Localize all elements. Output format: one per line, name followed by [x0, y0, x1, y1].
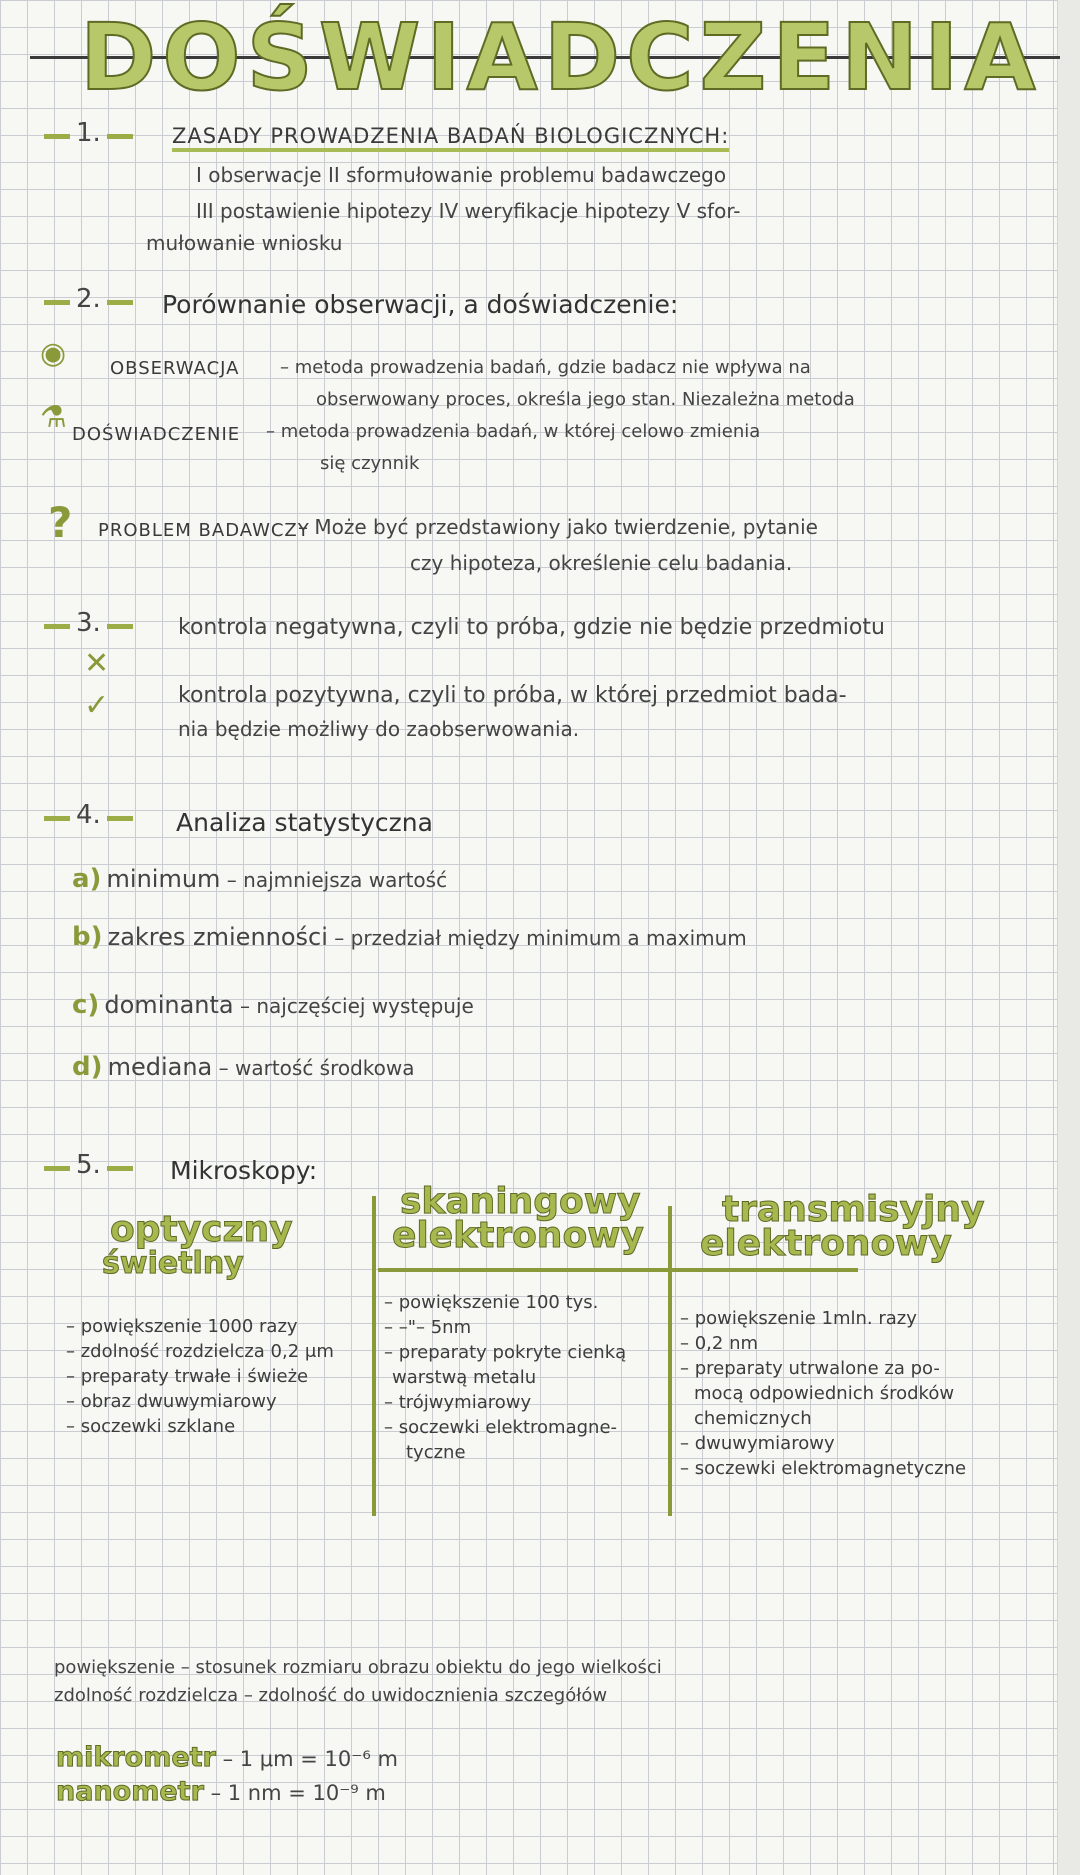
- stat-item-d: [72, 1052, 415, 1084]
- list-item: – preparaty utrwalone za po-: [680, 1358, 940, 1379]
- positive-control-2: nia będzie możliwy do zaobserwowania.: [178, 717, 580, 741]
- list-item: – dwuwymiarowy: [680, 1433, 835, 1454]
- list-item: – soczewki elektromagnetyczne: [680, 1458, 967, 1479]
- optical-title-1: optyczny: [110, 1209, 293, 1250]
- list-item: – zdolność rozdzielcza 0,2 μm: [66, 1341, 334, 1362]
- experiment-text-1: – metoda prowadzenia badań, w której celowo zmienia: [266, 421, 761, 442]
- bullet-dash: [44, 134, 70, 139]
- eye-icon: ◉: [40, 336, 67, 371]
- page-title: DOŚWIADCZENIA: [80, 4, 1042, 111]
- section-1-line-1: I obserwacje II sformułowanie problemu badawczego: [196, 163, 727, 187]
- header-underline: [378, 1268, 858, 1272]
- section-5-number: 5.: [38, 1150, 139, 1180]
- negative-control: kontrola negatywna, czyli to próba, gdzie nie będzie przedmiotu: [178, 615, 885, 640]
- nanometer-term: nanometr: [56, 1776, 204, 1807]
- stat-item-c: [72, 990, 474, 1022]
- positive-control-1: kontrola pozytywna, czyli to próba, w której przedmiot bada-: [178, 683, 847, 708]
- bullet-dash: [44, 1166, 70, 1171]
- bullet-dash: [107, 1166, 133, 1171]
- stat-definition: – najczęściej występuje: [233, 994, 474, 1018]
- section-1-number: 1.: [38, 118, 139, 148]
- list-item: – obraz dwuwymiarowy: [66, 1391, 277, 1412]
- research-problem-label: PROBLEM BADAWCZY: [98, 520, 310, 541]
- list-item: – powiększenie 100 tys.: [384, 1292, 599, 1313]
- observation-text-1: – metoda prowadzenia badań, gdzie badacz nie wpływa na: [280, 357, 811, 378]
- list-item: mocą odpowiednich środków: [694, 1383, 955, 1404]
- stat-term: dominanta: [104, 991, 234, 1019]
- experiment-label: DOŚWIADCZENIE: [72, 424, 241, 445]
- stat-definition: – wartość środkowa: [212, 1056, 415, 1080]
- list-item: – powiększenie 1mln. razy: [680, 1308, 917, 1329]
- transmission-column: [680, 1306, 1040, 1481]
- section-3-number: 3.: [38, 608, 139, 638]
- optical-title-2: świetlny: [102, 1246, 244, 1281]
- list-item: – trójwymiarowy: [384, 1392, 532, 1413]
- section-2-heading: Porównanie obserwacji, a doświadczenie:: [162, 290, 679, 319]
- stat-term: mediana: [107, 1053, 213, 1081]
- transmission-title-1: transmisyjny: [722, 1189, 985, 1230]
- bullet-dash: [107, 300, 133, 305]
- list-item: – soczewki szklane: [66, 1416, 236, 1437]
- bullet-dash: [107, 134, 133, 139]
- list-item: – 0,2 nm: [680, 1333, 759, 1354]
- list-letter: b): [72, 922, 103, 952]
- list-item: – –"– 5nm: [384, 1317, 472, 1338]
- stat-definition: – najmniejsza wartość: [220, 868, 448, 892]
- page-edge: [1057, 0, 1080, 1875]
- observation-text-2: obserwowany proces, określa jego stan. Niezależna metoda: [316, 389, 855, 410]
- stat-item-b: [72, 922, 747, 954]
- magnification-definition: powiększenie – stosunek rozmiaru obrazu obiektu do jego wielkości: [54, 1657, 662, 1678]
- observation-label: OBSERWACJA: [110, 358, 240, 379]
- section-4-number: 4.: [38, 800, 139, 830]
- list-item: warstwą metalu: [392, 1367, 537, 1388]
- research-problem-text-1: – Może być przedstawiony jako twierdzenie, pytanie: [298, 515, 818, 539]
- cross-icon: ✕: [84, 646, 110, 681]
- bullet-dash: [107, 816, 133, 821]
- section-4-heading: Analiza statystyczna: [176, 808, 433, 837]
- experiment-text-2: się czynnik: [320, 453, 420, 474]
- list-letter: c): [72, 990, 100, 1020]
- section-1-line-2: III postawienie hipotezy IV weryfikacje hipotezy V sfor-: [196, 199, 741, 223]
- research-problem-text-2: czy hipoteza, określenie celu badania.: [410, 551, 793, 575]
- section-1-heading: ZASADY PROWADZENIA BADAŃ BIOLOGICZNYCH:: [172, 124, 729, 152]
- list-letter: a): [72, 864, 102, 894]
- stat-term: zakres zmienności: [107, 923, 328, 951]
- scanning-title-1: skaningowy: [400, 1181, 641, 1222]
- micrometer-row: [56, 1742, 398, 1775]
- list-item: – preparaty trwałe i świeże: [66, 1366, 309, 1387]
- flask-icon: ⚗: [40, 400, 67, 435]
- micrometer-value: – 1 μm = 10⁻⁶ m: [215, 1747, 398, 1771]
- bullet-dash: [107, 624, 133, 629]
- section-5-heading: Mikroskopy:: [170, 1156, 318, 1185]
- bullet-dash: [44, 624, 70, 629]
- list-item: tyczne: [406, 1442, 466, 1463]
- resolution-definition: zdolność rozdzielcza – zdolność do uwidocznienia szczegółów: [54, 1685, 608, 1706]
- list-item: – powiększenie 1000 razy: [66, 1316, 298, 1337]
- bullet-dash: [44, 816, 70, 821]
- stat-term: minimum: [106, 865, 221, 893]
- nanometer-row: [56, 1776, 386, 1809]
- stat-definition: – przedział między minimum a maximum: [327, 926, 747, 950]
- micrometer-term: mikrometr: [56, 1742, 216, 1773]
- scanning-title-2: elektronowy: [392, 1215, 644, 1256]
- list-item: – preparaty pokryte cienką: [384, 1342, 627, 1363]
- optical-column: [66, 1314, 376, 1439]
- question-mark-icon: ?: [48, 498, 73, 547]
- bullet-dash: [44, 300, 70, 305]
- scanning-column: [384, 1290, 674, 1465]
- transmission-title-2: elektronowy: [700, 1223, 952, 1264]
- stat-item-a: [72, 864, 447, 896]
- section-2-number: 2.: [38, 284, 139, 314]
- nanometer-value: – 1 nm = 10⁻⁹ m: [203, 1781, 386, 1805]
- list-item: – soczewki elektromagne-: [384, 1417, 618, 1438]
- list-item: chemicznych: [694, 1408, 812, 1429]
- list-letter: d): [72, 1052, 103, 1082]
- section-1-line-3: mułowanie wniosku: [146, 231, 343, 255]
- check-icon: ✓: [84, 688, 110, 723]
